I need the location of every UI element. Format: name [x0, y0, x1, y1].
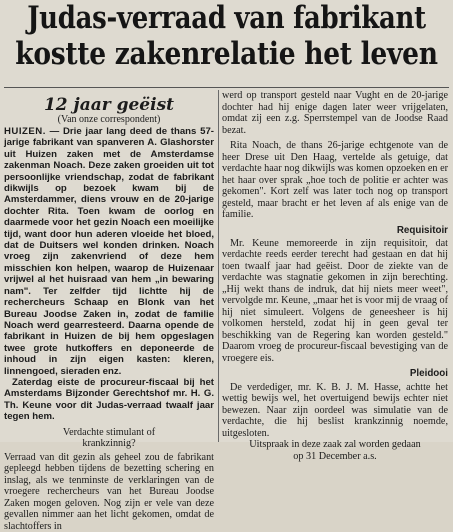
lead-text: — Drie jaar lang deed de thans 57-jarige fabrikant van spanveren A. Glashorster uit Huizen zaken met de Amsterdamse zakenman Noach. Deze zaken groeiden uit tot persoonlijke vriendschap, zodat de fabrikant dikwijls op bezoek kwam bij de Amsterdammer, diens vrouw en de 20-jarige dochter Rita. Toen kwam de oorlog en daarmede voor het gezin Noach een moeilijke tijd, want door hun aderen vloeide het bloed, dat de Duitsers wel konden drinken. Noach vroeg zijn zakenvriend of deze hem misschien kon helpen, waarop de Huizenaar vrijwel al het huisraad van hem „in bewaring nam". Ter zelfder tijd lichtte hij de rechercheurs Schaap en Blonk van het Bureau Joodse Zaken in, zodat de familie Noach werd gearresteerd. Daarna opende de fabrikant in Huizen de bij hem opgeslagen twee grote hutkoffers en deponeerde de inhoud in zijn eigen kasten: kleren, linnengoed, sieraden enz.	[4, 126, 215, 377]
inner-heading	[4, 427, 214, 450]
headline-line-1: Judas-verraad van fabrikant	[27, 0, 426, 36]
dateline: HUIZEN.	[4, 126, 46, 137]
headline-rule	[4, 87, 449, 88]
right-paragraph-4: De verdediger, mr. K. B. J. M. Hasse, achtte het wettig bewijs wel, het overtuigend bewijs echter niet bewezen. Naar zijn oordeel was simulatie van de verdachte, die hij beslist krankzinnig noemde, uitgesloten.	[222, 381, 448, 439]
inner-heading-line-1: Verdachte stimulant of	[62, 426, 156, 438]
right-paragraph-3: Mr. Keune memoreerde in zijn requisitoir, dat verdachte reeds eerder terecht had gestaan en dat hij toen twaalf jaar had geëist. Door de ziekte van de verdachte was stagnatie gekomen in zijn berechting. „Hij wekt thans de indruk, dat hij niets meer weet", vervolgde mr. Keune, „maar het is voor mij de vraag of hij niet simuleert. Volgens de geneesheer is hij volkomen hersteld, zodat hij in geen geval ter beschikking van de Regering kan worden gesteld." Daarom vroeg de procureur-fiscaal bevestiging van de vroegere eis.	[222, 237, 448, 364]
headline	[0, 0, 453, 74]
headline-line-2: kostte zakenrelatie het leven	[15, 36, 438, 72]
lead-paragraph-2: Zaterdag eiste de procureur-fiscaal bij het Amsterdams Bijzonder Gerechtshof mr. H. G. Th. Keune voor dit Judas-verraad twaalf jaar tegen hem.	[4, 376, 214, 423]
lead-paragraph	[4, 126, 214, 377]
verdict-note	[222, 439, 448, 462]
section-heading-requisitoir: Requisitoir	[396, 224, 448, 236]
right-paragraph-1: werd op transport gesteld naar Vught en de 20-jarige dochter had hij enige dagen later weer vrijgelaten, omdat zij een z.g. Sperrstempel van de Joodse Raad bezat.	[222, 90, 448, 136]
body-paragraph: Verraad van dit gezin als geheel zou de fabrikant gepleegd hebben tijdens de bezetting schering en inslag, als we tenminste de verklaringen van de vroegere rechercheurs van het Bureau Joodse Zaken mogen geloven. Nog zijn er vele van deze gevallen nimmer aan het licht gekomen, omdat de slachtoffers in	[4, 451, 214, 532]
subheadline: 12 jaar geëist	[43, 95, 175, 115]
column-divider	[218, 90, 219, 442]
byline: (Van onze correspondent)	[57, 114, 161, 125]
right-column	[222, 90, 448, 462]
right-paragraph-2: Rita Noach, de thans 26-jarige echtgenote van de heer Drese uit Den Haag, vertelde als getuige, dat verdachte haar nog dikwijls was komen opzoeken en er het haar over sprak „hoe toch de politie er achter was gekomen". Kort zelf was later toch nog op transport gesteld, maar bracht er het leven af als enige van de familie.	[222, 140, 448, 220]
inner-heading-line-2: krankzinnig?	[82, 438, 136, 450]
verdict-line-1: Uitspraak in deze zaak zal worden gedaan	[249, 439, 421, 451]
verdict-line-2: op 31 December a.s.	[293, 450, 377, 462]
section-heading-pleidooi: Pleidooi	[409, 368, 448, 380]
left-column	[4, 90, 214, 532]
